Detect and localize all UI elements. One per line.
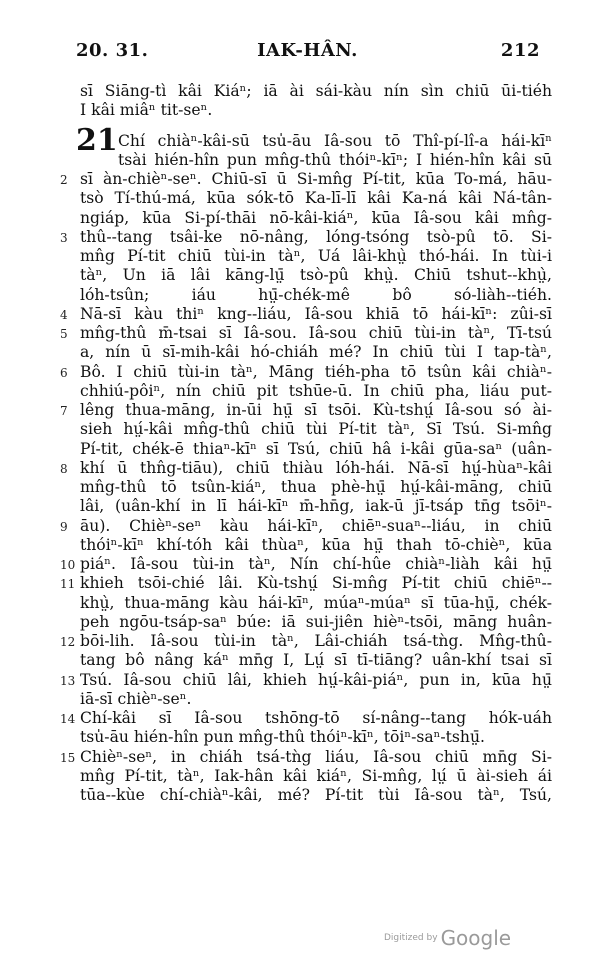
verse-number: 6 bbox=[60, 365, 68, 380]
line-text: khí ū thn̂g-tiāu), chiū thiàu lóh-hái. Nā-sī hṳ́-hùaⁿ-kâi bbox=[80, 458, 552, 477]
text-line bbox=[42, 382, 552, 401]
header-book-title: IAK-HÂN. bbox=[257, 40, 358, 61]
line-text: mn̂g-thû m̄-tsai sī Iâ-sou. Iâ-sou chiū tùi-in tàⁿ, Tī-tsú bbox=[80, 324, 552, 342]
line-text: peh ngōu-tsáp-saⁿ búe: iā sui-jiên hièⁿ-tsōi, māng huân- bbox=[80, 612, 552, 631]
line-text: Nā-sī kàu thiⁿ kng--liáu, Iâ-sou khiā tō hái-kīⁿ: zûi-sī bbox=[80, 304, 552, 323]
line-text: Chièⁿ-seⁿ, in chiáh tsá-tǹg liáu, Iâ-sou chiū mn̄g Si- bbox=[80, 747, 552, 766]
verse-number: 5 bbox=[60, 327, 68, 341]
line-text: tàⁿ, Un iā lâi kāng-lṳ̄ tsò-pû khṳ̀. Chiū tshut--khṳ̀, bbox=[80, 266, 552, 285]
line-text: lêng thua-māng, in-ūi hṳ̄ sī tsōi. Kù-tshṳ́ Iâ-sou só ài- bbox=[80, 401, 552, 419]
running-header bbox=[0, 40, 615, 68]
text-line bbox=[42, 363, 552, 382]
line-text: thóiⁿ-kīⁿ khí-tóh kâi thùaⁿ, kūa hṳ̄ thah tō-chièⁿ, kūa bbox=[80, 535, 552, 554]
line-text: mn̂g-thû tō tsûn-kiáⁿ, thua phè-hṳ̄ hṳ́-kâi-māng, chiū bbox=[80, 478, 552, 496]
text-line bbox=[42, 401, 552, 420]
verse-number: 2 bbox=[60, 173, 68, 187]
text-line bbox=[42, 728, 552, 747]
line-text: chhiú-pôiⁿ, nín chiū pit tshūe-ū. In chiū pha, liáu put- bbox=[80, 381, 552, 400]
text-line bbox=[42, 286, 552, 305]
line-text: mn̂g Pí-tit, tàⁿ, Iak-hân kâi kiáⁿ, Si-mn̂g, lṳ́ ū ài-sieh ái bbox=[80, 766, 552, 785]
line-text: tang bô nâng káⁿ mn̄g I, Lṳ́ sī tī-tiāng? uân-khí tsai sī bbox=[80, 651, 552, 670]
verse-number: 14 bbox=[60, 712, 76, 726]
verse-number: 8 bbox=[60, 461, 68, 476]
text-line bbox=[42, 209, 552, 228]
watermark-small: Digitized by bbox=[384, 933, 438, 943]
line-text: Chí-kâi sī Iâ-sou tshōng-tō sí-nâng--tang hók-uáh bbox=[80, 709, 552, 727]
chapter-first-line: Chí chiàⁿ-kâi-sū tsu̍-āu Iâ-sou tō Thî-pí-lî-a hái-kīⁿ bbox=[118, 131, 552, 150]
line-text: mn̂g Pí-tit chiū tùi-in tàⁿ, Uá lâi-khṳ̀ thó-hái. In tùi-i bbox=[80, 247, 552, 265]
text-line bbox=[42, 536, 552, 555]
line-text: lóh-tsûn; iáu hṳ̄-chék-mê bô só-liàh--tiéh. bbox=[80, 285, 552, 304]
verse-number: 4 bbox=[60, 307, 68, 322]
line-text: khieh tsōi-chié lâi. Kù-tshṳ́ Si-mn̂g Pí-tit chiū chiēⁿ-- bbox=[80, 574, 552, 593]
verse-number: 9 bbox=[60, 519, 68, 534]
text-line bbox=[42, 478, 552, 497]
verse-number: 7 bbox=[60, 404, 68, 418]
verse-number: 15 bbox=[60, 750, 76, 765]
text-line bbox=[42, 651, 552, 670]
text-line bbox=[42, 574, 552, 593]
verse-number: 10 bbox=[60, 558, 76, 572]
google-logo-text: Google bbox=[440, 926, 512, 950]
text-line bbox=[42, 324, 552, 343]
line-text: āu). Chièⁿ-seⁿ kàu hái-kīⁿ, chiēⁿ-suaⁿ--liáu, in chiū bbox=[80, 516, 552, 535]
text-line: sī Siāng-tì kâi Kiáⁿ; iā ài sái-kàu nín sìn chiū ūi-tiéh bbox=[80, 82, 552, 100]
text-line bbox=[42, 343, 552, 362]
page-text bbox=[42, 82, 552, 805]
text-line: I kâi miâⁿ tit-seⁿ. bbox=[80, 101, 213, 120]
line-text: sī àn-chièⁿ-seⁿ. Chiū-sī ū Si-mn̂g Pí-tit, kūa To-má, hāu- bbox=[80, 170, 552, 188]
verse-number: 12 bbox=[60, 635, 76, 649]
text-line bbox=[42, 632, 552, 651]
line-text: Bô. I chiū tùi-in tàⁿ, Māng tiéh-pha tō tsûn kâi chiàⁿ- bbox=[80, 362, 552, 381]
line-text: tsu̍-āu hién-hîn pun mn̂g-thû thóiⁿ-kīⁿ, tōiⁿ-saⁿ-tshṳ̄. bbox=[80, 728, 485, 747]
text-line bbox=[42, 709, 552, 728]
line-text: tūa--kùe chí-chiàⁿ-kâi, mé? Pí-tit tùi Iâ-sou tàⁿ, Tsú, bbox=[80, 786, 552, 804]
text-line bbox=[42, 497, 552, 516]
digitized-watermark bbox=[384, 926, 511, 950]
verse-number: 13 bbox=[60, 673, 76, 688]
line-text: sieh hṳ́-kâi mn̂g-thû chiū tùi Pí-tit tàⁿ, Sī Tsú. Si-mn̂g bbox=[80, 420, 552, 439]
line-text: lâi, (uân-khí in lī hái-kīⁿ m̄-hn̄g, iak-ū jī-tsáp tn̄g tsōiⁿ- bbox=[80, 497, 552, 516]
text-line bbox=[42, 247, 552, 266]
header-verse-ref: 20. 31. bbox=[76, 40, 149, 61]
text-line bbox=[42, 189, 552, 208]
text-line bbox=[42, 228, 552, 247]
line-text: iā-sī chièⁿ-seⁿ. bbox=[80, 689, 192, 708]
text-line bbox=[42, 767, 552, 786]
text-line bbox=[42, 170, 552, 189]
text-line bbox=[42, 122, 552, 158]
text-line bbox=[42, 671, 552, 690]
text-line: tsài hién-hîn pun mn̂g-thû thóiⁿ-kīⁿ; I hién-hîn kâi sū bbox=[118, 150, 552, 169]
text-line bbox=[42, 459, 552, 478]
verse-lines bbox=[42, 170, 552, 805]
text-line bbox=[42, 305, 552, 324]
line-text: a, nín ū sī-mih-kâi hó-chiáh mé? In chiū tùi I tap-tàⁿ, bbox=[80, 343, 552, 362]
chapter-number: 21 bbox=[76, 122, 118, 158]
line-text: Pí-tit, chék-ē thiaⁿ-kīⁿ sī Tsú, chiū hâ i-kâi gūa-saⁿ (uân- bbox=[80, 439, 552, 458]
text-line bbox=[42, 555, 552, 574]
verse-number: 3 bbox=[60, 230, 68, 245]
text-line bbox=[42, 748, 552, 767]
text-line bbox=[42, 613, 552, 632]
line-text: piáⁿ. Iâ-sou tùi-in tàⁿ, Nín chí-hûe chiàⁿ-liàh kâi hṳ̄ bbox=[80, 555, 552, 573]
line-text: khṳ̀, thua-māng kàu hái-kīⁿ, múaⁿ-múaⁿ sī tūa-hṳ̄, chék- bbox=[80, 593, 552, 612]
text-line bbox=[42, 517, 552, 536]
line-text: tsò Tí-thú-má, kūa sók-tō Ka-lī-lī kâi Ka-ná kâi Ná-tân- bbox=[80, 189, 552, 208]
text-line bbox=[42, 440, 552, 459]
text-line bbox=[42, 786, 552, 805]
header-page-number: 212 bbox=[500, 40, 540, 61]
verse-number: 11 bbox=[60, 577, 76, 592]
text-line bbox=[42, 420, 552, 439]
line-text: ngiáp, kūa Si-pí-thāi nō-kâi-kiáⁿ, kūa Iâ-sou kâi mn̂g- bbox=[80, 208, 552, 227]
text-line bbox=[42, 690, 552, 709]
line-text: thû--tang tsâi-ke nō-nâng, lóng-tsóng tsò-pû tō. Si- bbox=[80, 227, 552, 246]
line-text: Tsú. Iâ-sou chiū lâi, khieh hṳ́-kâi-piáⁿ, pun in, kūa hṳ̄ bbox=[80, 670, 552, 689]
text-line bbox=[42, 266, 552, 285]
text-line bbox=[42, 594, 552, 613]
line-text: bōi-lih. Iâ-sou tùi-in tàⁿ, Lâi-chiáh tsá-tǹg. Mn̂g-thû- bbox=[80, 632, 552, 650]
